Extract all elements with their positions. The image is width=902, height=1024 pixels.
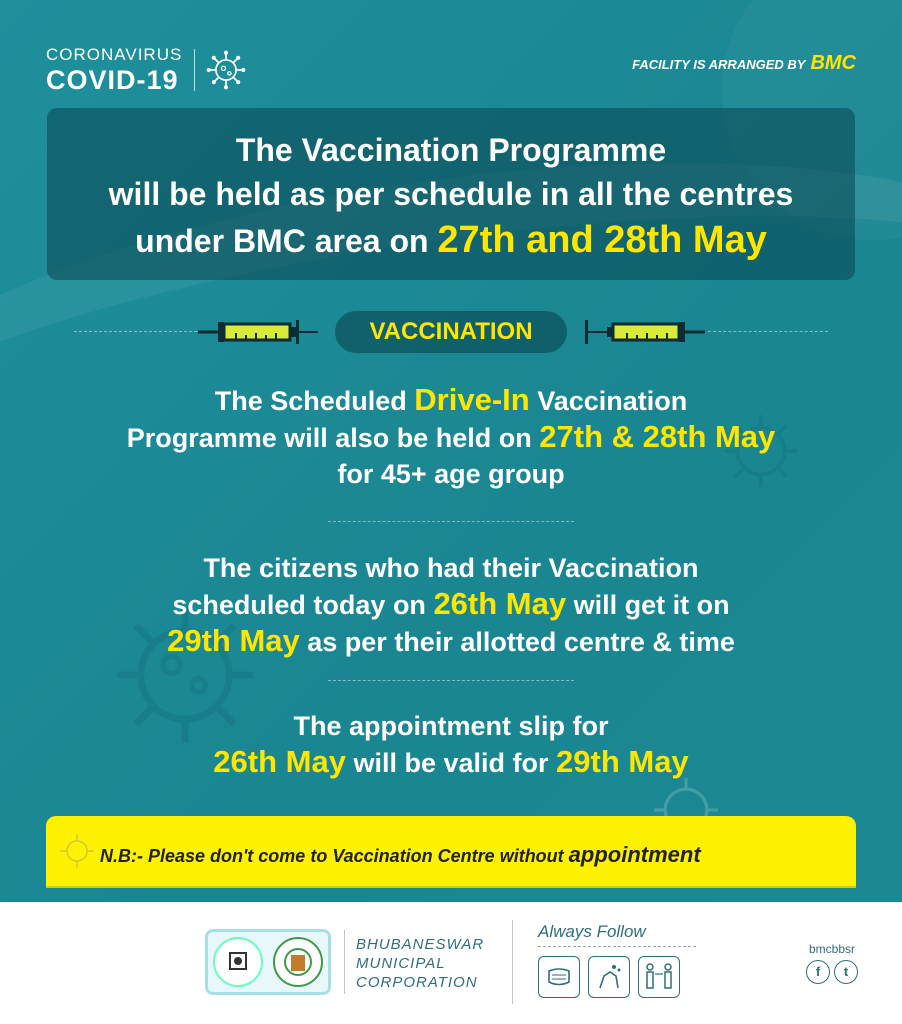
safety-icons [538, 956, 680, 998]
handwash-icon [588, 956, 630, 998]
reschedule-line-2 [0, 586, 902, 623]
drive-in-line-3: for 45+ age group [337, 459, 565, 489]
reschedule-line-3 [0, 623, 902, 660]
odisha-emblem-icon [213, 937, 263, 987]
facility-note [632, 52, 856, 75]
divider-left [74, 331, 202, 332]
slip-text-c: will be valid for [345, 748, 557, 778]
drive-in-line-1 [0, 382, 902, 419]
slip-notice [0, 708, 902, 781]
reschedule-text-b: scheduled today on [172, 590, 434, 620]
virus-icon [205, 49, 247, 91]
mask-icon [538, 956, 580, 998]
divider-right [708, 331, 828, 332]
slip-old-date: 26th May [213, 744, 346, 779]
always-follow-label: Always Follow [538, 922, 646, 941]
coronavirus-label: CORONAVIRUS [46, 45, 183, 64]
note-prefix: N.B:- Please don't come to Vaccination Centre without [100, 846, 569, 866]
syringe-icon [583, 317, 707, 347]
social-handle: bmcbbsr [808, 942, 855, 956]
facility-label: FACILITY IS ARRANGED BY [632, 57, 806, 72]
banner-line-3-text: under BMC area on [135, 223, 438, 259]
header-divider [194, 49, 195, 91]
reschedule-line-1: The citizens who had their Vaccination [203, 553, 699, 583]
always-follow-underline [538, 946, 696, 947]
section-divider [328, 680, 574, 681]
drive-in-dates: 27th & 28th May [539, 419, 776, 454]
footer-divider [344, 930, 345, 994]
reschedule-notice [0, 550, 902, 660]
vaccination-heading [0, 309, 902, 355]
note-bar [46, 816, 856, 886]
slip-line-1: The appointment slip for [293, 711, 609, 741]
reschedule-new-date: 29th May [167, 623, 300, 658]
logo-panel [205, 929, 331, 995]
covid-label: COVID-19 [46, 65, 179, 95]
social-block [806, 942, 858, 984]
drive-in-line-2 [0, 419, 902, 456]
banner-line-1: The Vaccination Programme [235, 132, 667, 168]
slip-new-date: 29th May [556, 744, 689, 779]
distance-icon [638, 956, 680, 998]
bmc-logo-icon [273, 937, 323, 987]
vaccination-label: VACCINATION [335, 311, 567, 353]
banner-line-3 [47, 216, 855, 265]
banner-line-2: will be held as per schedule in all the centres [108, 176, 794, 212]
reschedule-text-f: as per their allotted centre & time [299, 627, 735, 657]
slip-line-2 [0, 744, 902, 781]
drive-in-text-d: Programme will also be held on [126, 423, 540, 453]
drive-in-notice [0, 382, 902, 492]
syringe-icon [196, 317, 320, 347]
schedule-banner [47, 108, 855, 280]
drive-in-highlight: Drive-In [414, 382, 530, 417]
covid-header [46, 46, 247, 94]
corp-line-2: MUNICIPAL [356, 955, 446, 972]
footer-divider [512, 920, 513, 1004]
social-icons [806, 960, 858, 984]
reschedule-old-date: 26th May [433, 586, 567, 621]
note-appointment: appointment [568, 842, 701, 867]
facebook-icon[interactable]: f [806, 960, 830, 984]
corporation-name [356, 935, 484, 992]
drive-in-text-a: The Scheduled [214, 386, 415, 416]
virus-icon [56, 830, 98, 872]
banner-dates: 27th and 28th May [437, 219, 767, 261]
footer [0, 902, 902, 1024]
corp-line-1: BHUBANESWAR [356, 936, 485, 953]
section-divider [328, 521, 574, 522]
note-text [100, 842, 701, 868]
corp-line-3: CORPORATION [356, 974, 478, 991]
covid-title [46, 46, 182, 94]
reschedule-text-d: will get it on [566, 590, 730, 620]
bmc-label: BMC [810, 52, 856, 74]
drive-in-text-c: Vaccination [529, 386, 688, 416]
twitter-icon[interactable]: t [834, 960, 858, 984]
